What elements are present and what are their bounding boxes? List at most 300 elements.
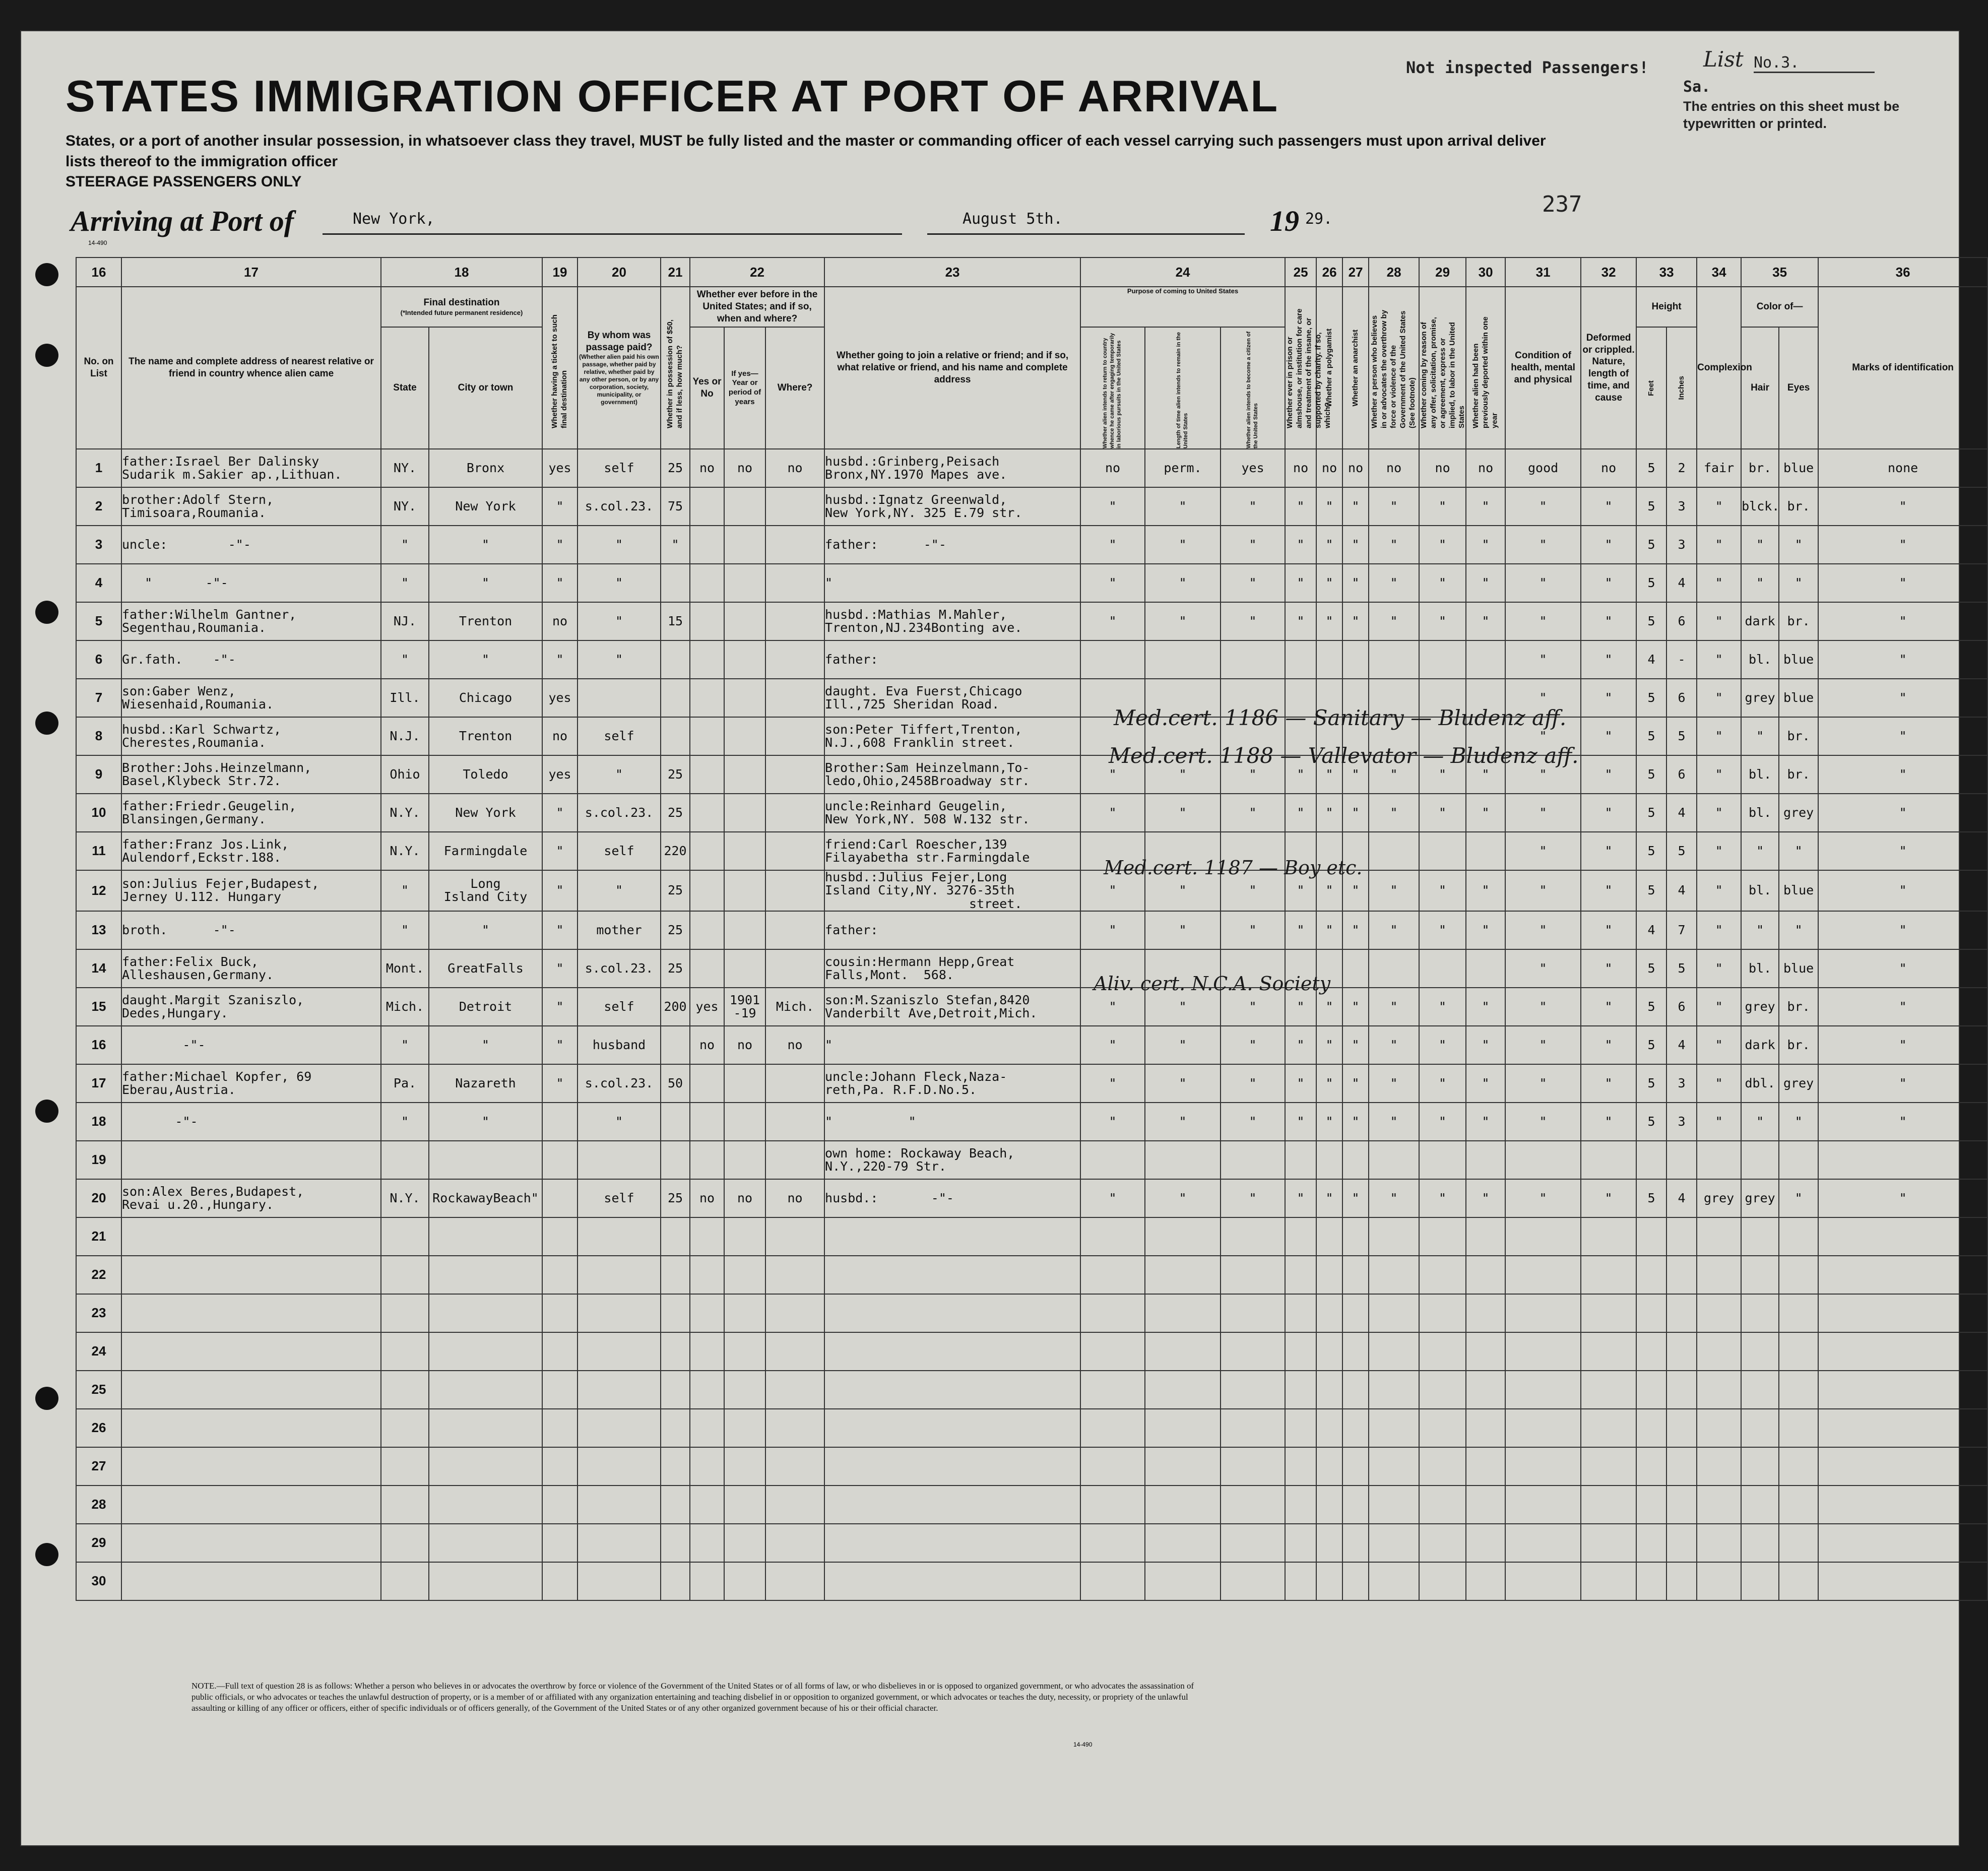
passenger-row [76,1256,1987,1294]
contract-cell [1419,1447,1466,1486]
prison-cell [1285,1332,1316,1371]
polygamist-cell [1316,1447,1342,1486]
citizen-cell: " [1221,602,1285,640]
paid-by-cell [578,1447,661,1486]
sa-code: Sa. [1683,78,1711,96]
polygamist-cell [1316,1294,1342,1332]
return-cell [1080,1332,1145,1371]
anarchist-cell [1342,1217,1369,1256]
manifest-table [76,257,1988,1601]
deformed-cell: " [1581,870,1636,911]
deported-cell [1466,1447,1505,1486]
contract-cell [1419,1562,1466,1600]
deformed-cell [1581,1371,1636,1409]
where-cell [765,487,824,526]
eyes-cell [1779,1332,1818,1371]
passenger-row [76,602,1987,640]
before-cell [690,1562,724,1600]
col-number: 30 [1466,257,1505,287]
prison-cell: " [1285,602,1316,640]
contract-cell [1419,949,1466,988]
hair-cell [1741,1371,1779,1409]
paid-by-cell: self [578,717,661,755]
prison-cell: " [1285,1179,1316,1217]
citizen-cell: " [1221,988,1285,1026]
marks-cell [1818,1447,1987,1486]
deported-cell [1466,1256,1505,1294]
health-cell: " [1505,640,1581,679]
complexion-cell: " [1697,487,1741,526]
inches-cell [1666,1294,1697,1332]
citizen-cell [1221,1371,1285,1409]
where-cell [765,1141,824,1179]
feet-cell [1636,1294,1666,1332]
joining-cell: son:Peter Tiffert,Trenton, N.J.,608 Franklin street. [824,717,1080,755]
prison-cell [1285,1409,1316,1447]
eyes-cell: br. [1779,602,1818,640]
anarchist-cell [1342,1371,1369,1409]
return-cell [1080,1486,1145,1524]
hair-cell: " [1741,564,1779,602]
header-before-us: Whether ever before in the United States; and if so, when and where? [690,287,824,327]
feet-cell [1636,1486,1666,1524]
arriving-line [71,204,1333,239]
money-cell [661,640,690,679]
deported-cell [1466,640,1505,679]
contract-cell: " [1419,1064,1466,1103]
health-cell: " [1505,988,1581,1026]
overthrow-cell: " [1369,1103,1419,1141]
deformed-cell: " [1581,526,1636,564]
hair-cell [1741,1256,1779,1294]
contract-cell: no [1419,449,1466,487]
marks-cell: " [1818,1064,1987,1103]
header-eyes: Eyes [1779,327,1818,449]
passenger-row [76,679,1987,717]
where-cell [765,1217,824,1256]
years-cell [724,1486,765,1524]
money-cell [661,1486,690,1524]
return-cell [1080,1294,1145,1332]
anarchist-cell [1342,1486,1369,1524]
ticket-cell [542,1332,578,1371]
paid-by-cell [578,1371,661,1409]
length-cell: " [1145,1179,1221,1217]
passenger-row [76,1332,1987,1371]
hair-cell: br. [1741,449,1779,487]
state-cell: Ohio [381,755,429,794]
where-cell: no [765,1026,824,1064]
inches-cell: 4 [1666,1026,1697,1064]
complexion-cell [1697,1256,1741,1294]
ticket-cell: yes [542,449,578,487]
passenger-row [76,1294,1987,1332]
polygamist-cell: " [1316,602,1342,640]
contract-cell: " [1419,1103,1466,1141]
where-cell [765,717,824,755]
complexion-cell [1697,1524,1741,1562]
anarchist-cell [1342,949,1369,988]
overthrow-cell [1369,640,1419,679]
row-number: 19 [76,1141,121,1179]
inches-cell [1666,1486,1697,1524]
overthrow-cell: " [1369,602,1419,640]
length-cell [1145,1562,1221,1600]
marks-cell: " [1818,1103,1987,1141]
row-number: 28 [76,1486,121,1524]
anarchist-cell: " [1342,1026,1369,1064]
ticket-cell: " [542,794,578,832]
relative-cell: father:Michael Kopfer, 69 Eberau,Austria. [121,1064,381,1103]
money-cell [661,1332,690,1371]
joining-cell [824,1256,1080,1294]
header-hair: Hair [1741,327,1779,449]
overthrow-cell [1369,1486,1419,1524]
money-cell [661,1562,690,1600]
deformed-cell [1581,1409,1636,1447]
prison-cell [1285,1294,1316,1332]
return-cell: no [1080,449,1145,487]
anarchist-cell: " [1342,755,1369,794]
before-cell [690,564,724,602]
inches-cell [1666,1256,1697,1294]
where-cell [765,1371,824,1409]
relative-cell [121,1524,381,1562]
deported-cell: " [1466,794,1505,832]
ticket-cell: " [542,832,578,870]
length-cell [1145,1141,1221,1179]
marks-cell: " [1818,526,1987,564]
relative-cell [121,1562,381,1600]
inches-cell: - [1666,640,1697,679]
final-destination-label: Final destination [423,297,500,308]
col-number: 18 [381,257,542,287]
health-cell: " [1505,679,1581,717]
overthrow-cell [1369,1294,1419,1332]
inches-cell: 3 [1666,1064,1697,1103]
state-cell [381,1141,429,1179]
length-cell: " [1145,911,1221,949]
city-cell [429,1371,542,1409]
header-ticket [542,287,578,449]
return-cell: " [1080,526,1145,564]
before-cell [690,602,724,640]
prison-cell: " [1285,911,1316,949]
city-cell: GreatFalls [429,949,542,988]
polygamist-cell [1316,1562,1342,1600]
overthrow-cell: " [1369,1026,1419,1064]
page-number: 237 [1542,191,1582,217]
health-cell [1505,1332,1581,1371]
inches-cell: 3 [1666,487,1697,526]
contract-cell [1419,1486,1466,1524]
passenger-row [76,832,1987,870]
health-cell: " [1505,1064,1581,1103]
before-cell [690,1103,724,1141]
overthrow-label: Whether a person who believes in or advocates the overthrow by force or violence of the Government of the United States (See footnote) [1370,309,1417,428]
complexion-cell: " [1697,794,1741,832]
money-cell: 50 [661,1064,690,1103]
marks-cell: " [1818,640,1987,679]
money-cell [661,1447,690,1486]
complexion-cell: " [1697,755,1741,794]
marks-cell [1818,1562,1987,1600]
money-label: Whether in possession of $50, and if less, how much? [666,319,684,428]
ticket-cell: " [542,487,578,526]
overthrow-cell: " [1369,911,1419,949]
return-cell [1080,1409,1145,1447]
relative-cell [121,1217,381,1256]
eyes-cell [1779,1371,1818,1409]
contract-cell: " [1419,487,1466,526]
prison-cell: " [1285,487,1316,526]
steerage-label: STEERAGE PASSENGERS ONLY [66,173,302,190]
footnote: NOTE.—Full text of question 28 is as follows: Whether a person who believes in or advocates the overthrow by force or violence of the Government of the United States or of all forms of law, or who disbelieves in or is opposed to organized government, or who advocates the assassination of public officials, or who advocates or teaches the unlawful destruction of property, or is a member of or affiliated with any organization entertaining and teaching disbelief in or opposition to organized government, or which advocates or teaches the duty, necessity, or propriety of the unlawful assaulting or killing of any officer or officers, either of specific individuals or of officers generally, of the Government of the United States or of any other organized government because of his or their official character. [191,1681,1194,1713]
relative-cell: father:Franz Jos.Link, Aulendorf,Eckstr.188. [121,832,381,870]
inches-cell: 4 [1666,794,1697,832]
form-title: STATES IMMIGRATION OFFICER AT PORT OF ARRIVAL [66,71,1279,121]
inches-cell [1666,1141,1697,1179]
before-cell: no [690,449,724,487]
inches-cell: 5 [1666,949,1697,988]
hair-cell: " [1741,911,1779,949]
ticket-cell: " [542,1064,578,1103]
before-cell: yes [690,988,724,1026]
relative-cell: -"- [121,1026,381,1064]
deformed-cell [1581,1256,1636,1294]
passenger-row [76,640,1987,679]
relative-cell: son:Alex Beres,Budapest, Revai u.20.,Hungary. [121,1179,381,1217]
eyes-cell: blue [1779,449,1818,487]
length-cell [1145,1332,1221,1371]
hair-cell: bl. [1741,640,1779,679]
complexion-cell: " [1697,988,1741,1026]
prison-cell [1285,640,1316,679]
relative-cell [121,1332,381,1371]
health-cell [1505,1371,1581,1409]
punch-hole [35,712,58,735]
years-cell [724,564,765,602]
relative-cell: " -"- [121,564,381,602]
header-row-top [76,287,1987,327]
passenger-row [76,949,1987,988]
money-cell: 200 [661,988,690,1026]
state-cell [381,1524,429,1562]
return-cell [1080,1141,1145,1179]
marks-cell: " [1818,1026,1987,1064]
anarchist-cell [1342,1447,1369,1486]
citizen-cell [1221,1256,1285,1294]
complexion-cell [1697,1409,1741,1447]
hair-cell [1741,1294,1779,1332]
ticket-cell: " [542,870,578,911]
anarchist-cell: " [1342,564,1369,602]
deformed-cell [1581,1217,1636,1256]
joining-cell: father: [824,911,1080,949]
prison-cell [1285,1524,1316,1562]
feet-cell [1636,1409,1666,1447]
overthrow-cell [1369,1332,1419,1371]
joining-cell: son:M.Szaniszlo Stefan,8420 Vanderbilt Ave,Detroit,Mich. [824,988,1080,1026]
col-number: 25 [1285,257,1316,287]
length-cell: " [1145,870,1221,911]
passenger-row [76,1486,1987,1524]
marks-cell [1818,1409,1987,1447]
hair-cell [1741,1217,1779,1256]
contract-cell: " [1419,755,1466,794]
column-number-row [76,257,1987,287]
contract-cell: " [1419,564,1466,602]
years-cell [724,1447,765,1486]
ticket-cell: yes [542,755,578,794]
passenger-row [76,911,1987,949]
header-purpose: Purpose of coming to United States [1080,287,1285,327]
feet-cell: 5 [1636,564,1666,602]
row-number: 18 [76,1103,121,1141]
port-value: New York, [353,210,435,228]
complexion-cell [1697,1294,1741,1332]
overthrow-cell [1369,1217,1419,1256]
form-number-small: 14-490 [88,239,107,246]
deformed-cell: " [1581,1026,1636,1064]
port-underline [323,233,902,235]
return-cell: " [1080,602,1145,640]
prison-cell: " [1285,564,1316,602]
city-cell: Chicago [429,679,542,717]
feet-cell [1636,1217,1666,1256]
eyes-cell: blue [1779,949,1818,988]
polygamist-cell [1316,1486,1342,1524]
passenger-row [76,717,1987,755]
where-cell [765,911,824,949]
state-cell [381,1371,429,1409]
paid-by-cell: self [578,1179,661,1217]
eyes-cell: br. [1779,988,1818,1026]
prison-cell [1285,1486,1316,1524]
row-number: 29 [76,1524,121,1562]
citizen-cell: " [1221,1064,1285,1103]
feet-cell: 5 [1636,449,1666,487]
return-cell: " [1080,1179,1145,1217]
inches-cell [1666,1524,1697,1562]
overthrow-cell: " [1369,564,1419,602]
complexion-cell: " [1697,640,1741,679]
hair-cell: " [1741,832,1779,870]
state-cell [381,1332,429,1371]
handwritten-note: Med.cert. 1186 — Sanitary — Bludenz aff. [1114,705,1567,730]
complexion-cell: " [1697,602,1741,640]
money-cell: 220 [661,832,690,870]
row-number: 27 [76,1447,121,1486]
prison-cell: " [1285,1064,1316,1103]
hair-cell [1741,1562,1779,1600]
complexion-cell [1697,1141,1741,1179]
paid-by-cell: self [578,832,661,870]
anarchist-cell [1342,1294,1369,1332]
eyes-cell: blue [1779,679,1818,717]
return-cell [1080,640,1145,679]
ticket-cell: yes [542,679,578,717]
passenger-row [76,1562,1987,1600]
passenger-row [76,988,1987,1026]
return-cell: " [1080,1026,1145,1064]
joining-cell: " [824,1026,1080,1064]
years-cell [724,832,765,870]
length-cell: " [1145,564,1221,602]
inches-cell: 5 [1666,717,1697,755]
ticket-cell [542,1447,578,1486]
citizen-cell: " [1221,870,1285,911]
feet-cell: 5 [1636,1179,1666,1217]
city-cell: " [429,564,542,602]
header-purpose-a [1080,327,1145,449]
return-cell: " [1080,1064,1145,1103]
joining-cell [824,1486,1080,1524]
year-period-label: Year or period of years [728,378,761,406]
list-number: No.3. [1754,54,1875,73]
joining-cell: husbd.:Mathias M.Mahler, Trenton,NJ.234Bonting ave. [824,602,1080,640]
complexion-cell: " [1697,679,1741,717]
polygamist-cell: " [1316,487,1342,526]
handwritten-note: Med.cert. 1188 — Vallevator — Bludenz aff. [1109,743,1579,768]
state-cell: " [381,640,429,679]
hair-cell: dark [1741,602,1779,640]
deported-cell [1466,1409,1505,1447]
ticket-cell: " [542,1026,578,1064]
marks-cell: " [1818,870,1987,911]
polygamist-cell [1316,1256,1342,1294]
paid-by-cell [578,1294,661,1332]
deformed-cell: " [1581,1179,1636,1217]
feet-cell: 5 [1636,487,1666,526]
inches-cell: 6 [1666,679,1697,717]
prison-cell: " [1285,1103,1316,1141]
money-cell [661,1256,690,1294]
citizen-cell [1221,1409,1285,1447]
hair-cell: bl. [1741,755,1779,794]
not-inspected-stamp: Not inspected Passengers! [1406,58,1649,77]
return-cell [1080,1371,1145,1409]
city-cell: Trenton [429,602,542,640]
ticket-cell: " [542,911,578,949]
subtitle-line: States, or a port of another insular possession, in whatsoever class they travel, MUST be fully listed and the master or commanding officer of each vessel carrying such passengers must upon arrival deliver lists thereof to the immigration officer [66,133,1546,170]
before-cell: no [690,1026,724,1064]
paid-by-cell: " [578,755,661,794]
return-cell: " [1080,988,1145,1026]
polygamist-cell [1316,1524,1342,1562]
ticket-cell [542,1409,578,1447]
hair-cell: " [1741,526,1779,564]
marks-cell: " [1818,564,1987,602]
anarchist-label: Whether an anarchist [1351,329,1360,407]
punch-hole [35,344,58,367]
before-cell [690,870,724,911]
eyes-cell: grey [1779,1064,1818,1103]
paid-by-cell: mother [578,911,661,949]
hair-cell: " [1741,717,1779,755]
row-number: 17 [76,1064,121,1103]
prison-cell [1285,1256,1316,1294]
form-code: 14-490 [1073,1741,1093,1748]
money-cell [661,1103,690,1141]
citizen-cell: " [1221,911,1285,949]
years-cell [724,1294,765,1332]
eyes-cell: br. [1779,1026,1818,1064]
state-cell: N.J. [381,717,429,755]
relative-cell: broth. -"- [121,911,381,949]
header-purpose-b [1145,327,1221,449]
ticket-cell [542,1217,578,1256]
